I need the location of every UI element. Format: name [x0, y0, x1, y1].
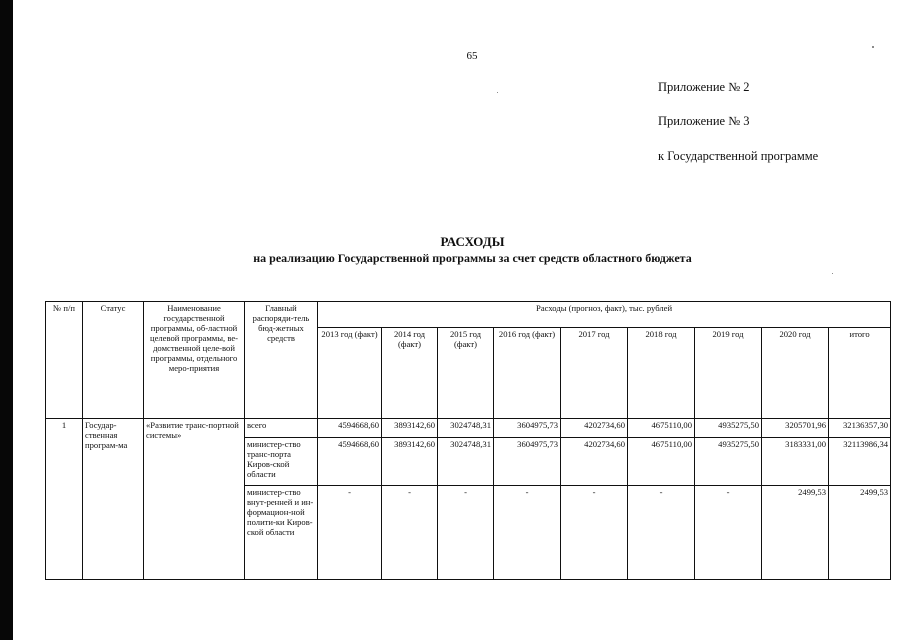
header-year: 2014 год (факт): [382, 328, 438, 418]
value-cell: 4202734,60: [561, 437, 628, 486]
total-cell: 32113986,34: [829, 437, 891, 486]
header-year: 2017 год: [561, 328, 628, 418]
header-status: Статус: [83, 302, 144, 419]
value-cell: -: [494, 486, 561, 580]
scan-speck: [832, 273, 833, 274]
total-cell: 2499,53: [829, 486, 891, 580]
manager-cell: всего: [245, 418, 318, 437]
manager-cell: министер-ство внут-ренней и ин-формацион-ной полити-ки Киров-ской области: [245, 486, 318, 580]
value-cell: 3183331,00: [762, 437, 829, 486]
header-total: итого: [829, 328, 891, 418]
document-subtitle: на реализацию Государственной программы за счет средств областного бюджета: [253, 251, 692, 265]
header-year: 2019 год: [695, 328, 762, 418]
value-cell: 3024748,31: [438, 418, 494, 437]
value-cell: 4935275,50: [695, 437, 762, 486]
value-cell: -: [695, 486, 762, 580]
value-cell: -: [318, 486, 382, 580]
value-cell: 4675110,00: [628, 418, 695, 437]
scan-speck: [872, 46, 874, 48]
value-cell: -: [561, 486, 628, 580]
table-header-row: [46, 302, 891, 328]
program-name-cell: «Развитие транс-портной системы»: [144, 418, 245, 579]
header-year: 2015 год (факт): [438, 328, 494, 418]
value-cell: 4675110,00: [628, 437, 695, 486]
header-chief-manager: Главный распоряди-тель бюд-жетных средств: [245, 302, 318, 419]
value-cell: 4594668,60: [318, 437, 382, 486]
value-cell: -: [628, 486, 695, 580]
header-year: 2013 год (факт): [318, 328, 382, 418]
value-cell: -: [438, 486, 494, 580]
value-cell: 3893142,60: [382, 418, 438, 437]
document-title: РАСХОДЫ: [440, 234, 505, 249]
scan-binding-edge: [0, 0, 13, 640]
scan-speck: [497, 92, 498, 93]
value-cell: -: [382, 486, 438, 580]
value-cell: 2499,53: [762, 486, 829, 580]
header-program-name: Наименование государственной программы, об-ластной целевой программы, ве-домственной целе-вой программы, отдельного меро-приятия: [144, 302, 245, 419]
value-cell: 4594668,60: [318, 418, 382, 437]
annex-line-3: к Государственной программе: [658, 149, 819, 163]
value-cell: 3205701,96: [762, 418, 829, 437]
total-cell: 32136357,30: [829, 418, 891, 437]
row-num-cell: 1: [46, 418, 83, 579]
value-cell: 3604975,73: [494, 437, 561, 486]
header-year: 2020 год: [762, 328, 829, 418]
expenses-table: [45, 301, 891, 580]
value-cell: 3024748,31: [438, 437, 494, 486]
value-cell: 4935275,50: [695, 418, 762, 437]
value-cell: 3893142,60: [382, 437, 438, 486]
value-cell: 4202734,60: [561, 418, 628, 437]
annex-line-1: Приложение № 2: [658, 80, 750, 94]
header-num: № п/п: [46, 302, 83, 419]
header-year: 2016 год (факт): [494, 328, 561, 418]
manager-cell: министер-ство транс-порта Киров-ской области: [245, 437, 318, 486]
table-row: [46, 418, 891, 437]
header-year: 2018 год: [628, 328, 695, 418]
header-expenses: Расходы (прогноз, факт), тыс. рублей: [318, 302, 891, 328]
status-cell: Государ-ственная програм-ма: [83, 418, 144, 579]
annex-line-2: Приложение № 3: [658, 114, 750, 128]
page-number: 65: [466, 50, 478, 62]
value-cell: 3604975,73: [494, 418, 561, 437]
